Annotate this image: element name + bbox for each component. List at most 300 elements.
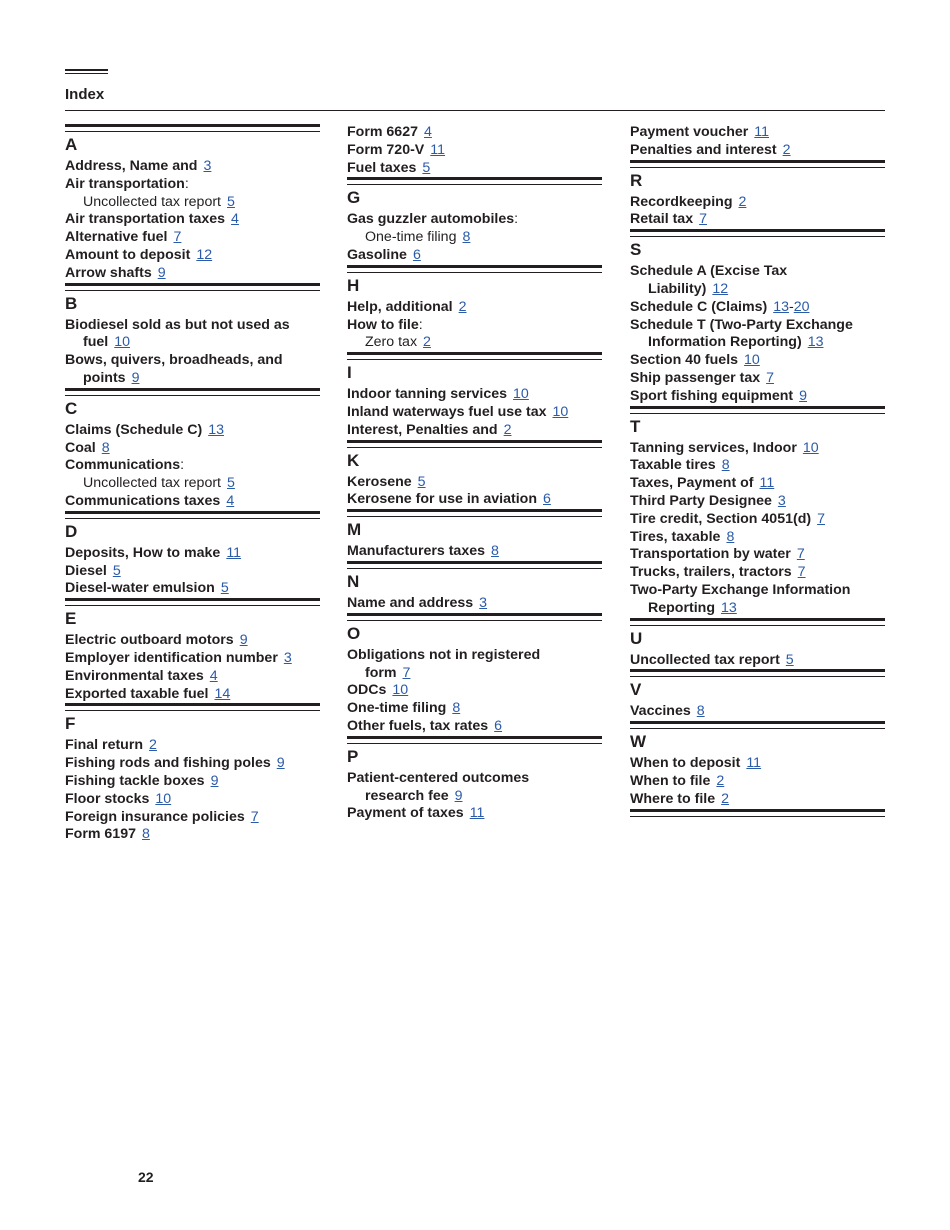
entry-term: Deposits, How to make: [65, 544, 221, 561]
index-section-h: [347, 265, 602, 352]
entry-term: Amount to deposit: [65, 246, 191, 263]
entry-term: Payment of taxes: [347, 805, 464, 822]
page-link[interactable]: 8: [141, 826, 150, 843]
page-link[interactable]: 3: [203, 158, 212, 174]
index-end-rule: [630, 809, 885, 817]
entry-term: Patient-centered outcomes: [347, 769, 530, 786]
index-entry: [65, 773, 320, 791]
top-decorative-rule: [65, 69, 108, 74]
index-entry: [347, 595, 602, 613]
index-entry: [65, 737, 320, 755]
entry-term: Biodiesel sold as but not used as: [65, 316, 290, 333]
page-link[interactable]: 10: [155, 790, 172, 807]
index-column-3: [630, 124, 885, 817]
subentry-text: Uncollected tax report: [83, 193, 222, 210]
index-section-continued: [630, 124, 885, 160]
page-link[interactable]: 11: [754, 124, 770, 140]
index-section-r: [630, 160, 885, 230]
entry-continuation: [630, 600, 885, 618]
section-rule: [347, 440, 602, 448]
entry-continuation: [630, 281, 885, 299]
page-link[interactable]: 8: [721, 457, 730, 474]
index-entry: [630, 791, 885, 809]
index-entry: [65, 545, 320, 563]
index-section-b: [65, 283, 320, 388]
page-link[interactable]: 10: [552, 403, 569, 420]
section-letter: S: [630, 240, 642, 260]
index-section-f: [65, 703, 320, 844]
section-letter: A: [65, 135, 78, 154]
index-section-m: [347, 509, 602, 561]
page-link[interactable]: 3: [777, 492, 786, 509]
index-entry: [65, 809, 320, 827]
entry-term: Form 6627: [347, 124, 418, 140]
section-rule: [630, 669, 885, 677]
page-link[interactable]: 7: [796, 546, 805, 563]
page-link[interactable]: 9: [799, 387, 808, 404]
page-link[interactable]: 9: [276, 755, 285, 772]
page-link[interactable]: 5: [227, 193, 235, 210]
page-link[interactable]: 2: [721, 790, 730, 807]
index-section-u: [630, 618, 885, 670]
page-link[interactable]: 4: [209, 667, 218, 684]
entry-term: One-time filing: [347, 700, 447, 717]
index-entry: [630, 773, 885, 791]
page-link[interactable]: 6: [543, 491, 551, 508]
page-link[interactable]: 2: [423, 334, 431, 351]
index-entry: [65, 229, 320, 247]
section-rule: [347, 352, 602, 360]
index-entry: [630, 755, 885, 773]
index-entry: [347, 805, 602, 823]
index-entry: [347, 770, 602, 806]
page-title: Index: [65, 86, 105, 103]
entry-term: Final return: [65, 737, 144, 754]
page-link[interactable]: 9: [157, 264, 166, 281]
entry-term: Obligations not in registered: [347, 646, 541, 663]
entry-term: Other fuels, tax rates: [347, 717, 489, 734]
entry-term: Name and address: [347, 594, 474, 611]
section-letter: U: [630, 628, 643, 648]
index-entry: [630, 194, 885, 212]
section-letter: C: [65, 398, 78, 418]
page-link[interactable]: 5: [417, 473, 426, 490]
index-entry: [630, 475, 885, 493]
index-entry: [630, 388, 885, 406]
entry-continuation-text: points: [83, 369, 126, 386]
index-section-s: [630, 229, 885, 405]
index-entry: [630, 529, 885, 547]
index-entry: [65, 422, 320, 440]
section-letter: D: [65, 521, 78, 541]
index-entry: [347, 160, 602, 178]
entry-term: Floor stocks: [65, 790, 150, 807]
page-link[interactable]: 3: [283, 649, 292, 666]
entry-term: Tires, taxable: [630, 528, 721, 545]
entry-term: Kerosene for use in aviation: [347, 491, 538, 508]
index-section-t: [630, 406, 885, 618]
section-letter: K: [347, 450, 360, 470]
entry-continuation-text: fuel: [83, 334, 109, 351]
page-link[interactable]: 5: [220, 580, 229, 597]
entry-term: Air transportation taxes: [65, 211, 226, 228]
entry-continuation: [65, 334, 320, 352]
section-letter: O: [347, 623, 361, 643]
entry-term: Address, Name and: [65, 158, 198, 174]
index-entry: [65, 211, 320, 229]
entry-colon: :: [184, 175, 189, 192]
index-entry: [65, 440, 320, 458]
index-entry: [65, 158, 320, 176]
page-link[interactable]: 7: [766, 369, 774, 386]
entry-term: Recordkeeping: [630, 193, 733, 210]
page-link[interactable]: 13: [721, 599, 737, 616]
page-link[interactable]: 7: [817, 510, 825, 527]
index-entry: [630, 546, 885, 564]
section-letter: F: [65, 714, 76, 734]
entry-colon: :: [514, 211, 519, 228]
index-entry: [630, 263, 885, 299]
entry-term: Electric outboard motors: [65, 632, 234, 649]
entry-term: Section 40 fuels: [630, 352, 739, 369]
entry-continuation-text: Liability): [648, 280, 707, 297]
entry-term: Fuel taxes: [347, 159, 417, 176]
entry-term: Schedule A (Excise Tax: [630, 263, 788, 280]
index-entry: [347, 718, 602, 736]
entry-term: Retail tax: [630, 211, 694, 228]
subentry-text: Uncollected tax report: [83, 475, 222, 492]
index-section-i: [347, 352, 602, 439]
index-section-n: [347, 561, 602, 613]
index-entry: [65, 563, 320, 581]
index-entry: [65, 493, 320, 511]
section-rule: [65, 283, 320, 291]
page-link[interactable]: 2: [503, 421, 512, 438]
index-entry: [347, 422, 602, 440]
page-range-dash: -: [788, 298, 794, 315]
entry-term: Foreign insurance policies: [65, 808, 245, 825]
index-section-c: [65, 388, 320, 511]
section-letter: M: [347, 520, 362, 540]
entry-term: Alternative fuel: [65, 229, 168, 246]
entry-term: Where to file: [630, 790, 716, 807]
entry-term: Interest, Penalties and: [347, 421, 498, 438]
page-link[interactable]: 7: [250, 808, 259, 825]
page-link[interactable]: 9: [454, 787, 463, 804]
page-link[interactable]: 5: [785, 651, 794, 668]
page-link[interactable]: 5: [422, 159, 431, 176]
index-entry: [347, 142, 602, 160]
page-link[interactable]: 5: [227, 475, 235, 492]
section-rule: [630, 160, 885, 168]
subentry-text: One-time filing: [365, 229, 457, 246]
entry-term: Coal: [65, 439, 96, 456]
entry-term: Indoor tanning services: [347, 386, 508, 403]
section-rule: [65, 703, 320, 711]
section-rule: [65, 511, 320, 519]
index-entry: [630, 511, 885, 529]
index-entry: [347, 211, 602, 229]
index-section-e: [65, 598, 320, 703]
section-letter: T: [630, 416, 641, 436]
index-entry: [65, 580, 320, 598]
section-rule: [347, 509, 602, 517]
entry-term: Manufacturers taxes: [347, 543, 485, 560]
index-entry: [630, 370, 885, 388]
entry-term: Employer identification number: [65, 649, 278, 666]
page-link[interactable]: 4: [423, 124, 432, 140]
entry-term: Communications: [65, 457, 181, 474]
page-link[interactable]: 20: [793, 298, 810, 315]
entry-term: Schedule T (Two-Party Exchange: [630, 316, 853, 333]
entry-term: Help, additional: [347, 298, 453, 315]
section-rule: [630, 618, 885, 626]
index-entry: [630, 317, 885, 353]
page-link[interactable]: 8: [726, 528, 735, 545]
page-link[interactable]: 6: [412, 246, 421, 263]
page-link[interactable]: 2: [738, 193, 747, 210]
page-link[interactable]: 10: [802, 439, 819, 456]
page-link[interactable]: 13: [807, 334, 824, 351]
index-entry: [347, 404, 602, 422]
page-link[interactable]: 11: [226, 544, 242, 561]
entry-continuation: [630, 334, 885, 352]
page-link[interactable]: 5: [112, 562, 121, 579]
entry-term: Communications taxes: [65, 492, 221, 509]
index-entry: [347, 700, 602, 718]
index-entry: [630, 493, 885, 511]
section-rule: [65, 124, 320, 132]
page-link[interactable]: 13: [773, 298, 789, 315]
index-entry: [630, 652, 885, 670]
index-entry: [347, 647, 602, 683]
index-entry: [347, 299, 602, 317]
entry-term: Gasoline: [347, 246, 407, 263]
entry-continuation-text: Reporting: [648, 599, 715, 616]
page-link[interactable]: 7: [699, 211, 707, 228]
section-letter: I: [347, 363, 352, 383]
index-section-p: [347, 736, 602, 823]
index-section-continued: [347, 124, 602, 177]
entry-term: Third Party Designee: [630, 492, 772, 509]
index-entry: [630, 564, 885, 582]
entry-term: Bows, quivers, broadheads, and: [65, 352, 283, 369]
index-entry: [630, 582, 885, 618]
subentry-text: Zero tax: [365, 334, 418, 351]
page-link[interactable]: 7: [173, 229, 182, 246]
index-entry: [347, 474, 602, 492]
entry-term: Air transportation: [65, 175, 185, 192]
index-entry: [347, 386, 602, 404]
section-rule: [347, 265, 602, 273]
section-rule: [65, 598, 320, 606]
page-link[interactable]: 2: [782, 141, 791, 158]
entry-term: Two-Party Exchange Information: [630, 581, 851, 598]
page-link[interactable]: 9: [131, 369, 140, 386]
index-subentry: [347, 229, 602, 247]
section-letter: H: [347, 275, 360, 295]
page-link[interactable]: 7: [797, 564, 806, 581]
page-link[interactable]: 11: [759, 475, 775, 492]
page-link[interactable]: 2: [458, 298, 467, 315]
entry-term: Trucks, trailers, tractors: [630, 564, 792, 581]
index-entry: [347, 317, 602, 335]
entry-term: Inland waterways fuel use tax: [347, 403, 547, 420]
entry-term: Payment voucher: [630, 124, 749, 140]
entry-continuation-text: Information Reporting): [648, 334, 802, 351]
index-section-v: [630, 669, 885, 721]
page-link[interactable]: 10: [513, 386, 529, 403]
index-entry: [347, 124, 602, 142]
index-subentry: [65, 194, 320, 212]
section-letter: N: [347, 571, 360, 591]
index-entry: [65, 352, 320, 388]
entry-term: Schedule C (Claims): [630, 298, 768, 315]
page-link[interactable]: 13: [208, 421, 224, 438]
index-column-1: [65, 124, 320, 844]
page-link[interactable]: 6: [494, 717, 503, 734]
index-entry: [347, 491, 602, 509]
index-section-k: [347, 440, 602, 510]
entry-term: When to deposit: [630, 755, 741, 772]
entry-term: Tanning services, Indoor: [630, 439, 797, 456]
page-link[interactable]: 2: [716, 772, 725, 789]
entry-term: Environmental taxes: [65, 667, 204, 684]
section-letter: B: [65, 293, 78, 313]
page-link[interactable]: 4: [226, 492, 235, 509]
section-letter: G: [347, 188, 361, 208]
index-subentry: [347, 334, 602, 352]
section-letter: W: [630, 732, 647, 752]
entry-continuation-text: research fee: [365, 787, 449, 804]
index-entry: [630, 703, 885, 721]
index-section-w: [630, 721, 885, 808]
index-entry: [347, 682, 602, 700]
entry-term: Diesel: [65, 562, 107, 579]
index-entry: [65, 457, 320, 475]
page-link[interactable]: 10: [114, 334, 131, 351]
page-link[interactable]: 10: [392, 682, 409, 699]
entry-continuation: [347, 665, 602, 683]
entry-term: Claims (Schedule C): [65, 421, 203, 438]
index-entry: [65, 755, 320, 773]
entry-term: Sport fishing equipment: [630, 387, 794, 404]
index-entry: [630, 211, 885, 229]
entry-term: Ship passenger tax: [630, 369, 761, 386]
index-section-o: [347, 613, 602, 736]
section-letter: P: [347, 746, 359, 766]
index-entry: [65, 632, 320, 650]
index-entry: [630, 299, 885, 317]
index-entry: [65, 686, 320, 704]
entry-term: Tire credit, Section 4051(d): [630, 510, 812, 527]
page-link[interactable]: 4: [231, 211, 239, 228]
entry-term: Taxes, Payment of: [630, 475, 754, 492]
section-rule: [65, 388, 320, 396]
entry-continuation: [347, 788, 602, 806]
entry-term: How to file: [347, 316, 419, 333]
index-entry: [347, 543, 602, 561]
entry-term: Gas guzzler automobiles: [347, 211, 515, 228]
section-rule: [347, 177, 602, 185]
section-letter: V: [630, 680, 642, 700]
section-rule: [630, 406, 885, 414]
page-link[interactable]: 10: [744, 352, 760, 369]
index-entry: [65, 317, 320, 353]
page-link[interactable]: 8: [452, 700, 461, 717]
section-rule: [347, 561, 602, 569]
index-entry: [630, 142, 885, 160]
index-subentry: [65, 475, 320, 493]
entry-term: Kerosene: [347, 473, 412, 490]
page-link[interactable]: 3: [479, 594, 488, 611]
page-link[interactable]: 11: [469, 805, 485, 822]
index-column-2: [347, 124, 602, 823]
index-entry: [630, 124, 885, 142]
page-link[interactable]: 12: [196, 246, 213, 263]
index-entry: [630, 440, 885, 458]
section-letter: R: [630, 170, 643, 190]
entry-term: Fishing tackle boxes: [65, 772, 205, 789]
page-link[interactable]: 9: [210, 772, 219, 789]
page-link[interactable]: 7: [402, 664, 411, 681]
entry-colon: :: [418, 316, 423, 333]
page-link[interactable]: 14: [214, 685, 231, 702]
index-entry: [65, 668, 320, 686]
section-rule: [347, 736, 602, 744]
entry-term: ODCs: [347, 682, 387, 699]
index-entry: [65, 247, 320, 265]
entry-term: When to file: [630, 772, 711, 789]
index-entry: [347, 247, 602, 265]
index-section-a: [65, 124, 320, 283]
index-entry: [65, 791, 320, 809]
page-link[interactable]: 8: [462, 229, 471, 246]
page-link[interactable]: 8: [491, 543, 499, 560]
entry-term: Fishing rods and fishing poles: [65, 755, 271, 772]
index-section-g: [347, 177, 602, 264]
page-link[interactable]: 11: [746, 755, 762, 772]
section-letter: E: [65, 609, 77, 629]
header-divider: [65, 110, 885, 111]
index-entry: [65, 176, 320, 194]
index-entry: [630, 457, 885, 475]
entry-term: Form 720-V: [347, 141, 425, 158]
entry-term: Arrow shafts: [65, 264, 152, 281]
section-rule: [630, 721, 885, 729]
entry-continuation: [65, 370, 320, 388]
page-link[interactable]: 11: [430, 141, 446, 158]
page-link[interactable]: 8: [696, 703, 705, 720]
page-link[interactable]: 12: [712, 280, 729, 297]
entry-term: Taxable tires: [630, 457, 716, 474]
entry-colon: :: [180, 457, 185, 474]
index-section-d: [65, 511, 320, 598]
page-link[interactable]: 2: [149, 737, 157, 754]
entry-term: Penalties and interest: [630, 141, 777, 158]
section-rule: [630, 229, 885, 237]
entry-term: Form 6197: [65, 826, 136, 843]
entry-term: Diesel-water emulsion: [65, 580, 215, 597]
section-rule: [347, 613, 602, 621]
entry-term: Exported taxable fuel: [65, 685, 209, 702]
index-entry: [65, 265, 320, 283]
page-number: 22: [138, 1169, 154, 1185]
page-link[interactable]: 9: [239, 632, 248, 649]
page-link[interactable]: 8: [101, 439, 110, 456]
index-entry: [630, 352, 885, 370]
entry-term: Uncollected tax report: [630, 651, 780, 668]
